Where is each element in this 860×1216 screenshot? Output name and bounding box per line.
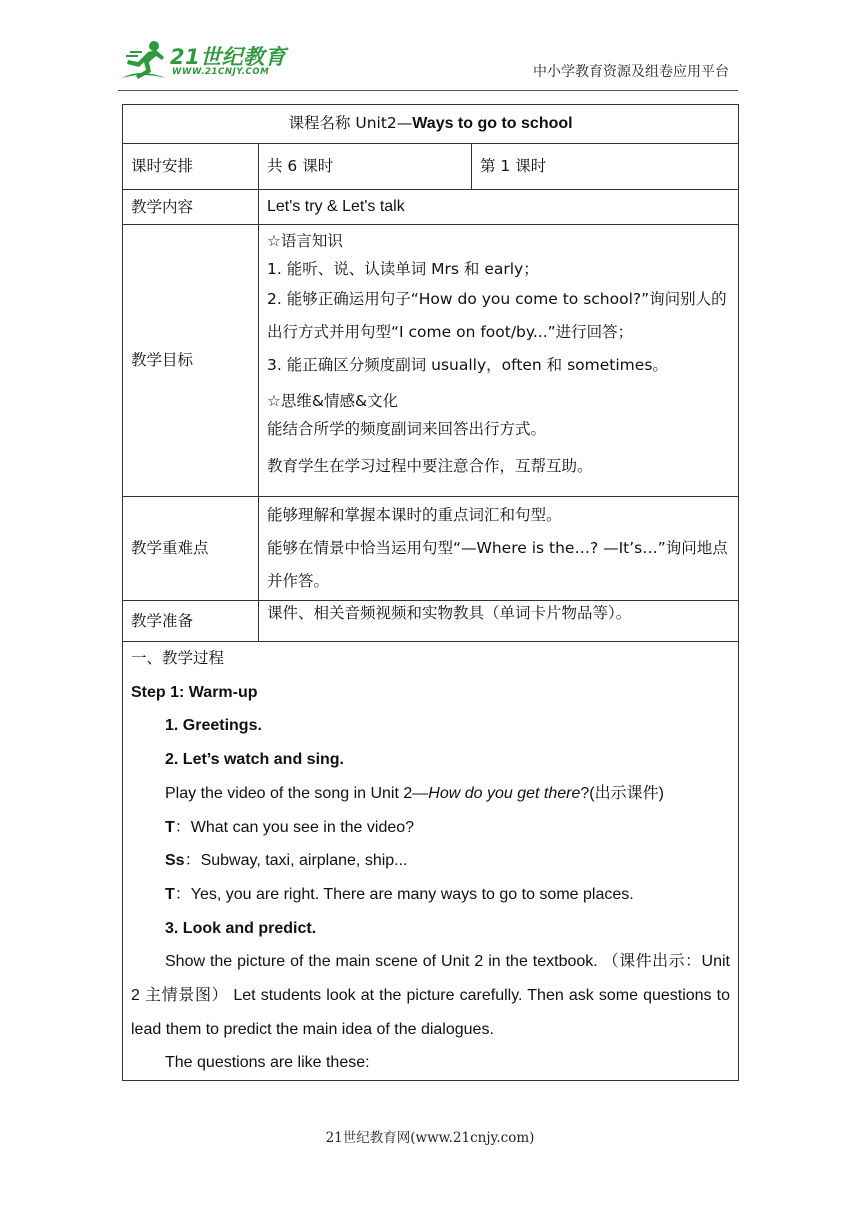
total-periods: 共 6 课时 <box>259 144 472 190</box>
teacher-line-2-text: ：Yes, you are right. There are many ways to go to some places. <box>174 885 634 903</box>
process-cell <box>123 642 739 1081</box>
page-footer: 21世纪教育网(www.21cnjy.com) <box>325 1130 535 1146</box>
play-video-prefix: Play the video of the song in Unit 2— <box>165 784 429 802</box>
goal-item-3: 3. 能正确区分频度副词 usually，often 和 sometimes。 <box>267 356 668 374</box>
teacher-label: T <box>165 818 175 836</box>
current-period: 第 1 课时 <box>472 144 739 190</box>
logo-url: WWW.21CNJY.COM <box>172 67 270 77</box>
content-label: 教学内容 <box>123 190 259 225</box>
lesson-plan-table <box>122 104 739 1081</box>
key-point-2: 能够在情景中恰当运用句型“—Where is the…? —It’s…”询问地点并作答。 <box>267 539 728 590</box>
process-heading: 一、教学过程 <box>131 649 225 667</box>
header-divider <box>118 90 738 91</box>
play-video-suffix: ?(出示课件) <box>580 784 664 802</box>
teacher-label-2: T <box>165 885 175 903</box>
platform-title: 中小学教育资源及组卷应用平台 <box>533 64 729 80</box>
step-item-greetings: 1. Greetings. <box>165 717 262 735</box>
preparation-row <box>123 601 739 642</box>
course-title-cell <box>123 105 739 144</box>
process-row <box>123 642 739 1081</box>
step-item-watch-sing: 2. Let’s watch and sing. <box>165 751 344 769</box>
logo-text: 21世纪教育 <box>170 45 287 69</box>
schedule-row <box>123 144 739 190</box>
song-title: How do you get there <box>428 784 581 802</box>
goal-item-1: 1. 能听、说、认读单词 Mrs 和 early； <box>267 260 539 278</box>
goal-item-2: 2. 能够正确运用句子“How do you come to school?”询问别人的出行方式并用句型“I come on foot/by...”进行回答； <box>267 290 727 341</box>
key-points-label: 教学重难点 <box>123 497 259 601</box>
goals-cell <box>259 225 739 497</box>
content-value: Let's try & Let's talk <box>259 190 739 225</box>
key-points-cell <box>259 497 739 601</box>
students-line-text: ：Subway, taxi, airplane, ship... <box>184 852 408 870</box>
course-title: Ways to go to school <box>412 115 573 133</box>
goals-row <box>123 225 739 497</box>
key-point-1: 能够理解和掌握本课时的重点词汇和句型。 <box>267 506 562 524</box>
thinking-item-1: 能结合所学的频度副词来回答出行方式。 <box>267 420 547 438</box>
step-item-look-predict: 3. Look and predict. <box>165 919 317 937</box>
schedule-label: 课时安排 <box>123 144 259 190</box>
course-title-prefix: 课程名称 Unit2— <box>288 114 413 133</box>
play-video-line <box>131 777 730 811</box>
step-1-heading: Step 1: Warm-up <box>131 683 258 701</box>
page-header <box>0 0 860 100</box>
teacher-line-2 <box>131 878 730 912</box>
key-points-row <box>123 497 739 601</box>
course-title-row <box>123 105 739 144</box>
preparation-label: 教学准备 <box>123 601 259 642</box>
preparation-value: 课件、相关音频视频和实物教具（单词卡片物品等）。 <box>259 601 739 642</box>
show-picture-paragraph: Show the picture of the main scene of Unit 2 in the textbook. （课件出示：Unit 2 主情景图） Let students look at the picture carefully. Then ask some questions to lead them to predict the main idea of the dialogues. <box>131 953 731 1038</box>
teacher-line-1-text: ：What can you see in the video? <box>174 818 415 836</box>
thinking-heading: ☆思维&情感&文化 <box>267 392 399 410</box>
students-label: Ss <box>165 852 185 870</box>
questions-line: The questions are like these: <box>165 1054 370 1072</box>
thinking-item-2: 教育学生在学习过程中要注意合作，互帮互助。 <box>267 457 593 475</box>
students-line <box>131 844 730 878</box>
teacher-line-1 <box>131 811 730 845</box>
goals-label: 教学目标 <box>123 225 259 497</box>
content-row <box>123 190 739 225</box>
running-figure-icon <box>118 38 170 84</box>
site-logo[interactable] <box>118 38 288 84</box>
language-knowledge-heading: ☆语言知识 <box>267 232 343 250</box>
